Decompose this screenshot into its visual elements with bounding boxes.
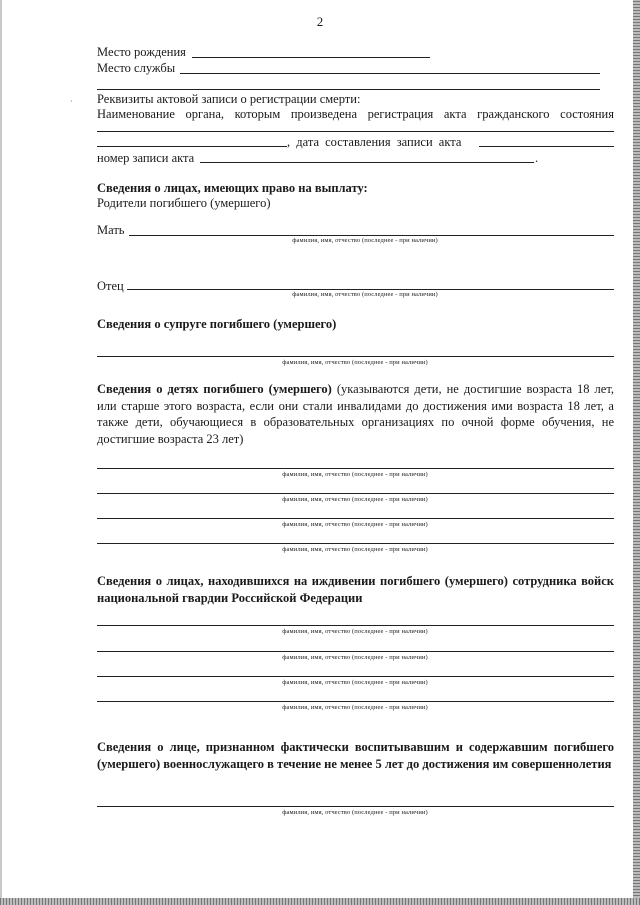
beneficiaries-heading: Сведения о лицах, имеющих право на выплату:	[97, 181, 368, 195]
child-4-field[interactable]	[97, 543, 614, 544]
birthplace-label: Место рождения	[97, 45, 186, 59]
registry-org-field-line2[interactable]	[97, 146, 287, 147]
death-record-heading: Реквизиты актовой записи о регистрации смерти:	[97, 92, 361, 106]
mother-caption: фамилия, имя, отчество (последнее - при наличии)	[292, 237, 438, 244]
dependent-3-caption: фамилия, имя, отчество (последнее - при наличии)	[282, 679, 428, 686]
father-label: Отец	[97, 279, 124, 293]
record-number-end: .	[535, 151, 539, 165]
service-label: Место службы	[97, 61, 176, 75]
registry-org-field[interactable]	[97, 131, 614, 132]
record-number-field[interactable]	[200, 162, 534, 163]
dependent-3-field[interactable]	[97, 676, 614, 677]
dependent-1-field[interactable]	[97, 625, 614, 626]
scan-edge-right	[633, 0, 640, 905]
child-1-caption: фамилия, имя, отчество (последнее - при наличии)	[282, 471, 428, 478]
registry-org-label: Наименование органа, которым произведена регистрация акта гражданского состояния	[97, 107, 614, 121]
mother-field[interactable]	[129, 235, 614, 236]
dependent-2-field[interactable]	[97, 651, 614, 652]
spouse-caption: фамилия, имя, отчество (последнее - при наличии)	[282, 359, 428, 366]
child-3-field[interactable]	[97, 518, 614, 519]
spouse-field[interactable]	[97, 356, 614, 357]
dependent-4-field[interactable]	[97, 701, 614, 702]
spouse-heading: Сведения о супруге погибшего (умершего)	[97, 317, 337, 331]
child-2-caption: фамилия, имя, отчество (последнее - при наличии)	[282, 496, 428, 503]
record-date-field[interactable]	[479, 146, 614, 147]
father-caption: фамилия, имя, отчество (последнее - при наличии)	[292, 291, 438, 298]
record-date-label: , дата составления записи акта	[287, 135, 462, 149]
guardian-heading: Сведения о лице, признанном фактически воспитывавшим и содержавшим погибшего (умершего) военнослужащего в течение не менее 5 лет до достижения им совершеннолетия	[97, 740, 614, 771]
child-3-caption: фамилия, имя, отчество (последнее - при наличии)	[282, 521, 428, 528]
service-field[interactable]	[180, 73, 600, 74]
scan-edge-left	[0, 0, 2, 905]
dependents-heading: Сведения о лицах, находившихся на иждивении погибшего (умершего) сотрудника войск национальной гвардии Российской Федерации	[97, 574, 614, 605]
dependent-1-caption: фамилия, имя, отчество (последнее - при наличии)	[282, 628, 428, 635]
parents-label: Родители погибшего (умершего)	[97, 196, 271, 210]
scan-dot: ·	[70, 97, 73, 106]
scan-edge-bottom	[0, 898, 640, 905]
father-field[interactable]	[127, 289, 614, 290]
mother-label: Мать	[97, 223, 125, 237]
service-field-line2[interactable]	[97, 89, 600, 90]
children-heading-bold: Сведения о детях погибшего (умершего)	[97, 382, 332, 396]
child-4-caption: фамилия, имя, отчество (последнее - при наличии)	[282, 546, 428, 553]
record-number-label: номер записи акта	[97, 151, 195, 165]
guardian-caption: фамилия, имя, отчество (последнее - при наличии)	[282, 809, 428, 816]
page-number: 2	[316, 14, 324, 29]
child-2-field[interactable]	[97, 493, 614, 494]
birthplace-field[interactable]	[192, 57, 430, 58]
children-heading	[97, 381, 614, 447]
dependent-2-caption: фамилия, имя, отчество (последнее - при наличии)	[282, 654, 428, 661]
child-1-field[interactable]	[97, 468, 614, 469]
children-heading-rest: (указываются дети, не достигшие возраста 18 лет, или старше этого возраста, если они стали инвалидами до достижения ими возраста 18 лет, а также дети, обучающиеся в образовательных организациях по очной форме обучения, не достигшие возраста 23 лет)	[97, 382, 614, 446]
guardian-field[interactable]	[97, 806, 614, 807]
dependent-4-caption: фамилия, имя, отчество (последнее - при наличии)	[282, 704, 428, 711]
